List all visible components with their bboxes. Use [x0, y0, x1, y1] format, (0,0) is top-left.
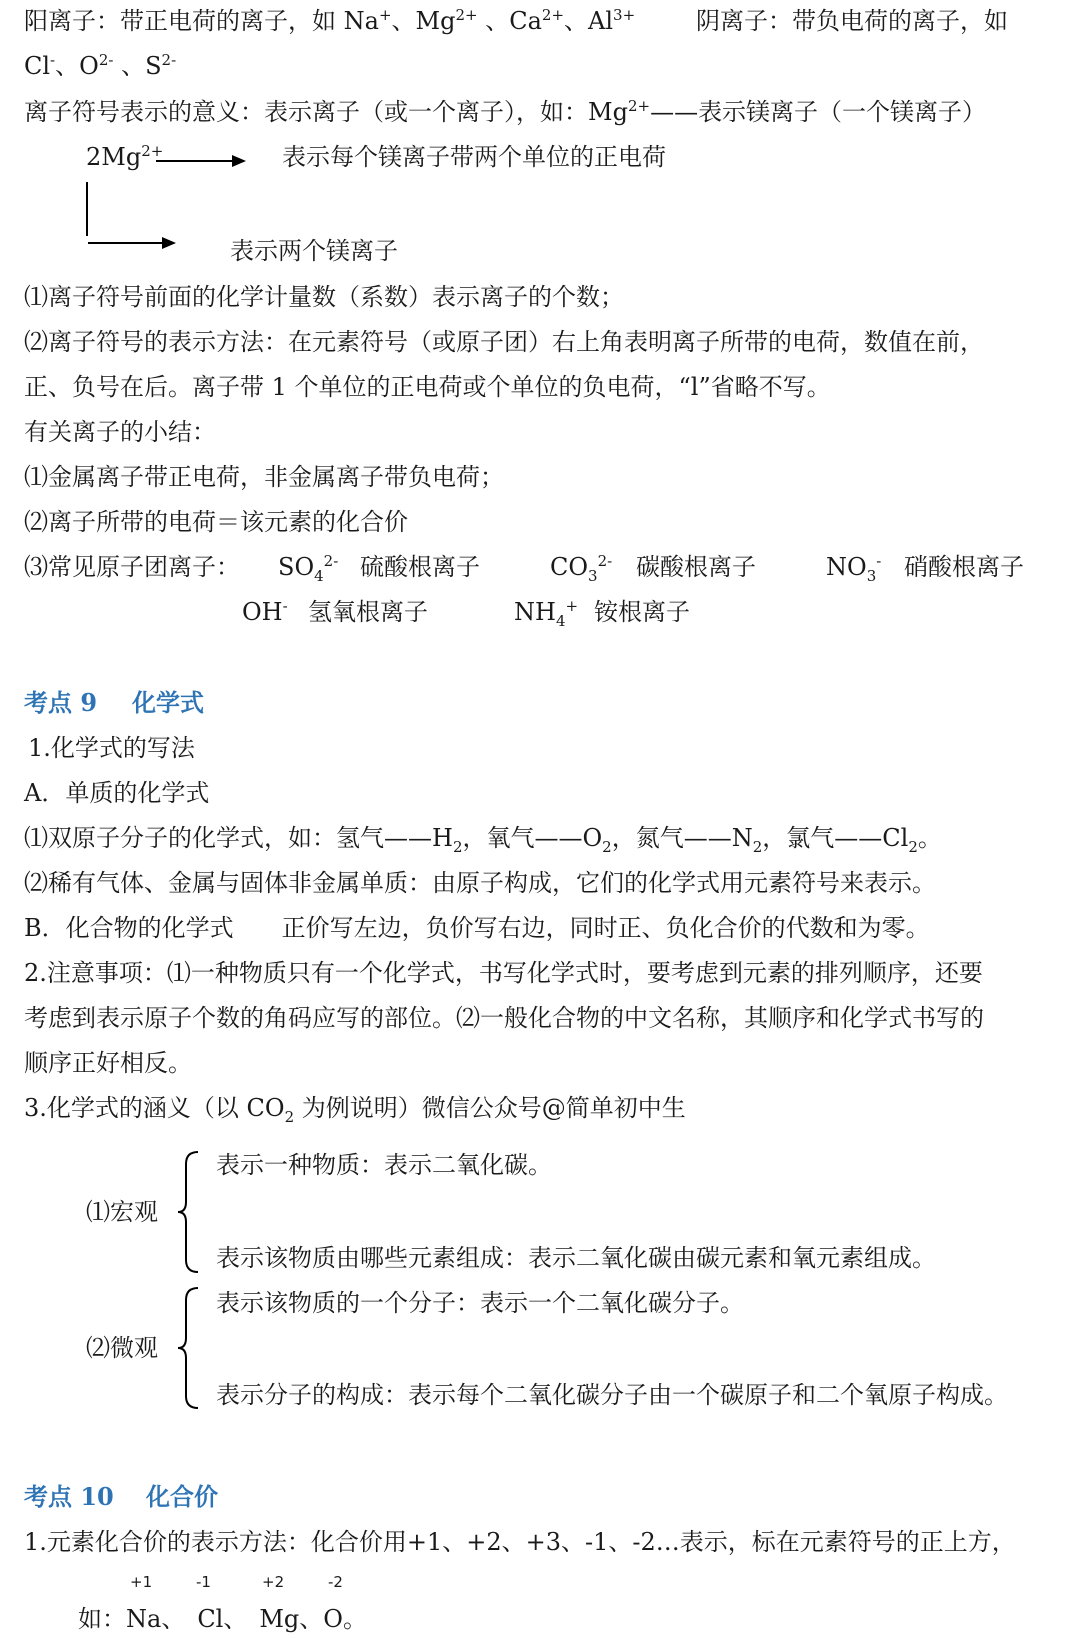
so4-ion	[278, 552, 339, 585]
arrow-right	[156, 160, 244, 162]
sep: 、	[113, 52, 146, 80]
section9-num: 考点 9	[24, 688, 98, 717]
valence-mark-na: +1	[130, 1573, 153, 1591]
diagram-right-text: 表示每个镁离子带两个单位的正电荷	[282, 143, 666, 171]
h2-sub: 2	[452, 837, 463, 856]
example-mg: Mg	[259, 1605, 300, 1633]
co3-name: 碳酸根离子	[636, 553, 756, 581]
cl: Cl	[24, 52, 51, 80]
micro-label: ⑵微观	[86, 1334, 158, 1362]
valence-mark-mg: +2	[262, 1573, 285, 1591]
example-lead: 如：	[78, 1605, 126, 1633]
section10-num: 考点 10	[24, 1482, 114, 1511]
micro-2: 表示分子的构成：表示每个二氧化碳分子由一个碳原子和二个氧原子构成。	[216, 1381, 1008, 1409]
diagram-bottom-text: 表示两个镁离子	[230, 237, 398, 265]
s-charge: 2-	[161, 51, 177, 69]
summary-2: ⑵离子所带的电荷＝该元素的化合价	[24, 508, 408, 536]
nh4: NH	[514, 598, 556, 626]
co3-sub: 3	[588, 566, 598, 585]
o: O	[79, 52, 99, 80]
so4-sub: 4	[314, 566, 324, 585]
symbol-meaning-line	[24, 97, 986, 127]
arrow-down-right	[88, 242, 174, 244]
a1-mid: ，氯气——Cl	[762, 824, 909, 852]
no3-charge: -	[876, 552, 882, 570]
nh4-ion	[514, 597, 579, 630]
sep: 、	[564, 7, 589, 35]
anion-lead: 阴离子：带负电荷的离子，如	[696, 7, 1008, 35]
macro-1: 表示一种物质：表示二氧化碳。	[216, 1151, 552, 1179]
a1-mid: ，氧气——O	[462, 824, 603, 852]
diagram-formula-text: 2Mg	[86, 143, 142, 171]
nh4-sub: 4	[555, 611, 566, 630]
summary-3-lead: ⑶常见原子团离子：	[24, 553, 240, 581]
co2-sub: 2	[284, 1107, 295, 1126]
oh-charge: -	[282, 597, 288, 615]
co3-ion	[550, 552, 613, 585]
so4-name: 硫酸根离子	[360, 553, 480, 581]
section9-title: 化学式	[132, 688, 204, 717]
section10-v1: 1.元素化合价的表示方法：化合价用+1、+2、+3、-1、-2…表示，标在元素符号的正上方，	[24, 1528, 1016, 1556]
section9-n3: 顺序正好相反。	[24, 1049, 192, 1077]
al: Al	[588, 7, 614, 35]
al-charge: 3+	[613, 6, 636, 24]
anion-examples	[24, 51, 176, 81]
diagram-vertical-line	[86, 182, 88, 236]
na-charge: +	[378, 6, 392, 24]
summary-title: 有关离子的小结：	[24, 418, 216, 446]
macro-brace	[176, 1150, 202, 1274]
cation-line	[24, 6, 635, 36]
section9-a1	[24, 823, 942, 856]
section9-w1: 1.化学式的写法	[28, 734, 195, 762]
cl-charge: -	[50, 51, 56, 69]
meaning-tail: 为例说明）微信公众号@简单初中生	[294, 1094, 686, 1122]
na: Na	[343, 7, 379, 35]
oh: OH	[242, 598, 283, 626]
nh4-name: 铵根离子	[594, 598, 690, 626]
so4: SO	[278, 553, 315, 581]
no3-name: 硝酸根离子	[904, 553, 1024, 581]
section9-b: B．化合物的化学式 正价写左边，负价写右边，同时正、负化合价的代数和为零。	[24, 914, 930, 942]
oh-name: 氢氧根离子	[308, 598, 428, 626]
example-sep: 。	[342, 1605, 367, 1633]
nh4-charge: +	[565, 597, 579, 615]
oh-ion	[242, 597, 288, 627]
meaning-lead: 3.化学式的涵义（以 CO	[24, 1094, 285, 1122]
cation-lead: 阳离子：带正电荷的离子，如	[24, 7, 344, 35]
symbol-meaning-tail: ——表示镁离子（一个镁离子）	[650, 98, 987, 126]
valence-example	[78, 1604, 367, 1634]
ca: Ca	[509, 7, 542, 35]
example-sep: 、	[223, 1605, 248, 1633]
so4-charge: 2-	[323, 552, 339, 570]
rule-2a: ⑵离子符号的表示方法：在元素符号（或原子团）右上角表明离子所带的电荷，数值在前，	[24, 328, 984, 356]
a1-lead: ⑴双原子分子的化学式，如：氢气——H	[24, 824, 453, 852]
no3: NO	[826, 553, 867, 581]
micro-1: 表示该物质的一个分子：表示一个二氧化碳分子。	[216, 1289, 744, 1317]
o-charge: 2-	[98, 51, 114, 69]
ca-charge: 2+	[541, 6, 565, 24]
example-cl: Cl	[197, 1605, 224, 1633]
section10-title: 化合价	[146, 1482, 218, 1511]
no3-ion	[826, 552, 882, 585]
example-sep: 、	[299, 1605, 324, 1633]
no3-sub: 3	[866, 566, 877, 585]
section9-meaning	[24, 1093, 686, 1126]
co3: CO	[550, 553, 589, 581]
co3-charge: 2-	[597, 552, 613, 570]
diagram-formula	[86, 142, 163, 172]
diagram-charge: 2+	[141, 142, 164, 160]
macro-label: ⑴宏观	[86, 1198, 158, 1226]
mg: Mg	[415, 7, 456, 35]
mg-charge: 2+	[455, 6, 478, 24]
mg: Mg	[588, 98, 628, 126]
a1-end: 。	[917, 824, 942, 852]
example-na: Na	[126, 1605, 162, 1633]
s: S	[145, 52, 162, 80]
example-sep: 、	[161, 1605, 186, 1633]
sep: 、	[477, 7, 510, 35]
section9-n2: 考虑到表示原子个数的角码应写的部位。⑵一般化合物的中文名称，其顺序和化学式书写的	[24, 1004, 984, 1032]
rule-2b: 正、负号在后。离子带 1 个单位的正电荷或个单位的负电荷，“l”省略不写。	[24, 373, 831, 401]
macro-2: 表示该物质由哪些元素组成：表示二氧化碳由碳元素和氧元素组成。	[216, 1244, 936, 1272]
valence-mark-o: -2	[328, 1573, 343, 1591]
sep: 、	[55, 52, 80, 80]
n2-sub: 2	[752, 837, 763, 856]
symbol-meaning-lead: 离子符号表示的意义：表示离子（或一个离子），如：	[24, 98, 588, 126]
mg-charge: 2+	[627, 97, 651, 115]
cl2-sub: 2	[908, 837, 918, 856]
micro-brace	[176, 1286, 202, 1410]
section9-n1: 2.注意事项：⑴一种物质只有一个化学式，书写化学式时，要考虑到元素的排列顺序，还要	[24, 959, 983, 987]
rule-1: ⑴离子符号前面的化学计量数（系数）表示离子的个数；	[24, 283, 624, 311]
o2-sub: 2	[602, 837, 612, 856]
summary-1: ⑴金属离子带正电荷，非金属离子带负电荷；	[24, 463, 504, 491]
section9-a: A．单质的化学式	[24, 779, 210, 807]
valence-mark-cl: -1	[196, 1573, 211, 1591]
example-o: O	[323, 1605, 343, 1633]
section9-a2: ⑵稀有气体、金属与固体非金属单质：由原子构成，它们的化学式用元素符号来表示。	[24, 869, 936, 897]
a1-mid: ，氮气——N	[611, 824, 753, 852]
sep: 、	[391, 7, 416, 35]
